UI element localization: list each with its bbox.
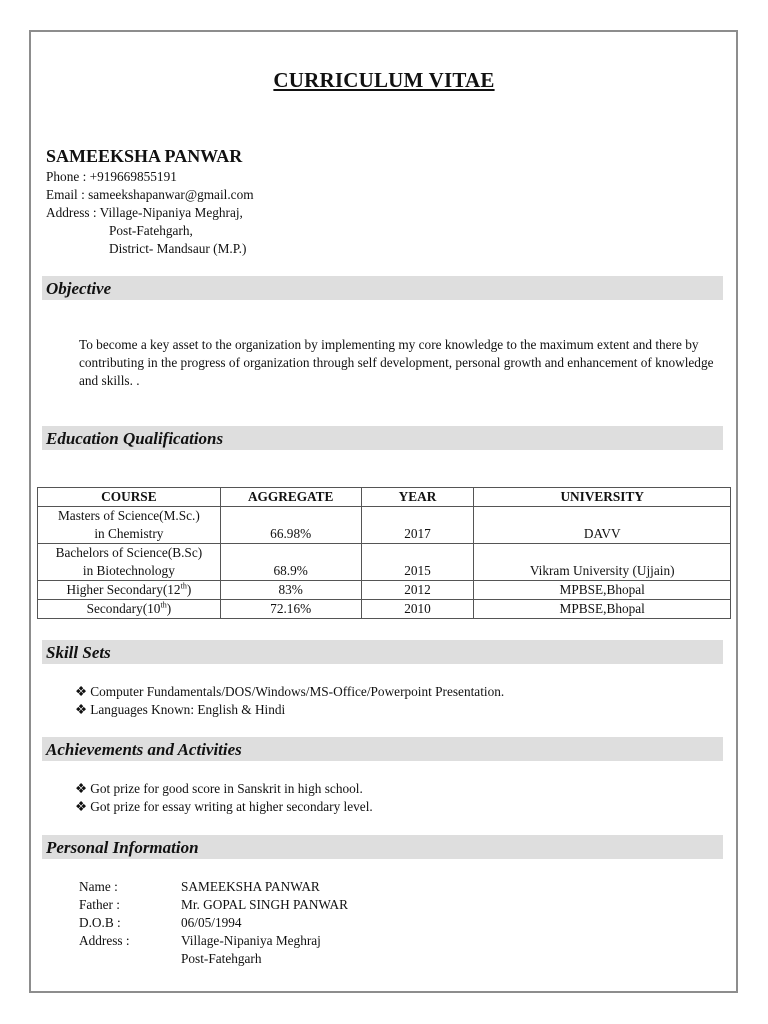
university-cell: MPBSE,Bhopal: [474, 600, 731, 619]
header-course: COURSE: [38, 488, 221, 507]
table-row: [38, 600, 731, 619]
course-line-1: Masters of Science(M.Sc.): [57, 508, 200, 523]
list-item: ❖ Languages Known: English & Hindi: [75, 702, 286, 717]
personal-value: SAMEEKSHA PANWAR: [181, 879, 320, 894]
year-cell: 2012: [361, 581, 474, 600]
section-heading-personal: Personal Information: [42, 835, 723, 859]
skills-list: [75, 683, 504, 719]
address-line-1: Address : Village-Nipaniya Meghraj,: [46, 205, 243, 220]
personal-row: [79, 932, 348, 950]
personal-value: Post-Fatehgarh: [181, 951, 262, 966]
university-cell: DAVV: [474, 507, 731, 544]
table-row: [38, 544, 731, 581]
course-text: Higher Secondary(12: [66, 582, 181, 597]
personal-label: Father :: [79, 897, 120, 912]
aggregate-cell: 72.16%: [220, 600, 361, 619]
address-line-2: Post-Fatehgarh,: [109, 223, 193, 238]
email-line: Email : sameekshapanwar@gmail.com: [46, 187, 254, 202]
list-item: ❖ Got prize for good score in Sanskrit in high school.: [75, 781, 363, 796]
year-cell: 2015: [361, 544, 474, 581]
year-cell: 2010: [361, 600, 474, 619]
course-line-2: in Biotechnology: [82, 563, 175, 578]
section-heading-education: Education Qualifications: [42, 426, 723, 450]
personal-info-block: [79, 878, 348, 968]
personal-label: D.O.B :: [79, 915, 121, 930]
university-cell: MPBSE,Bhopal: [474, 581, 731, 600]
header-year: YEAR: [361, 488, 474, 507]
aggregate-cell: 68.9%: [220, 544, 361, 581]
table-header-row: [38, 488, 731, 507]
personal-label: Address :: [79, 933, 130, 948]
course-superscript: th: [160, 600, 167, 610]
university-cell: Vikram University (Ujjain): [474, 544, 731, 581]
course-cell: [38, 544, 221, 581]
table-row: [38, 581, 731, 600]
section-heading-achievements: Achievements and Activities: [42, 737, 723, 761]
address-line-3: District- Mandsaur (M.P.): [109, 241, 247, 256]
aggregate-cell: 83%: [220, 581, 361, 600]
course-cell: [38, 600, 221, 619]
course-text-end: ): [186, 582, 192, 597]
course-superscript: th: [180, 581, 187, 591]
year-cell: 2017: [361, 507, 474, 544]
course-cell: [38, 507, 221, 544]
document-title: CURRICULUM VITAE: [273, 68, 495, 92]
candidate-name: SAMEEKSHA PANWAR: [46, 146, 243, 166]
course-line-1: Bachelors of Science(B.Sc): [55, 545, 203, 560]
personal-value: Village-Nipaniya Meghraj: [181, 933, 321, 948]
header-aggregate: AGGREGATE: [220, 488, 361, 507]
personal-row: [79, 914, 348, 932]
personal-row: [79, 950, 348, 968]
section-heading-skills: Skill Sets: [42, 640, 723, 664]
personal-label: [79, 950, 181, 968]
personal-row: [79, 878, 348, 896]
section-heading-objective: Objective: [42, 276, 723, 300]
list-item: ❖ Got prize for essay writing at higher secondary level.: [75, 799, 373, 814]
course-line-2: in Chemistry: [94, 526, 164, 541]
objective-text: To become a key asset to the organization by implementing my core knowledge to the maximum extent and there by contributing in the progress of organization through self development, personal growth and enhancement of knowledge and skills. .: [79, 337, 714, 388]
phone-line: Phone : +919669855191: [46, 169, 177, 184]
personal-value: Mr. GOPAL SINGH PANWAR: [181, 897, 348, 912]
list-item: ❖ Computer Fundamentals/DOS/Windows/MS-Office/Powerpoint Presentation.: [75, 684, 505, 699]
contact-block: [46, 168, 254, 258]
personal-label: Name :: [79, 879, 118, 894]
achievements-list: [75, 780, 373, 816]
header-university: UNIVERSITY: [474, 488, 731, 507]
personal-row: [79, 896, 348, 914]
course-cell: [38, 581, 221, 600]
course-text: Secondary(10: [86, 601, 161, 616]
personal-value: 06/05/1994: [181, 915, 242, 930]
aggregate-cell: 66.98%: [220, 507, 361, 544]
course-text-end: ): [166, 601, 172, 616]
table-row: [38, 507, 731, 544]
education-table: [37, 487, 731, 619]
